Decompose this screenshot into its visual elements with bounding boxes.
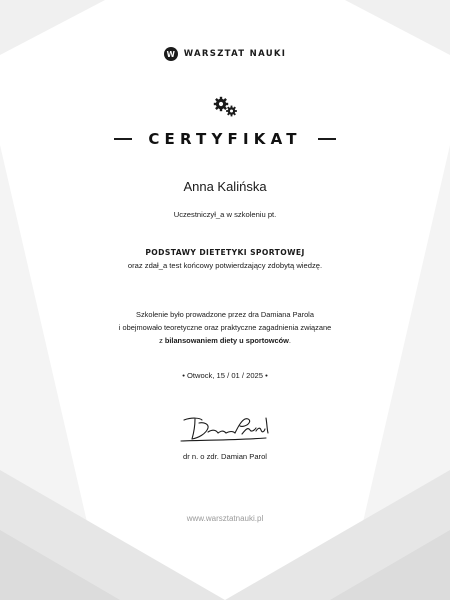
description-line-3-prefix: z [159,336,165,345]
course-description [0,308,450,347]
description-line-3-suffix: . [288,336,291,345]
passed-text: oraz zdał_a test końcowy potwierdzający zdobytą wiedzę. [127,261,323,270]
signer-name: dr n. o zdr. Damian Parol [183,452,267,461]
brand-logo-icon: W [164,47,178,61]
gears-icon [213,96,239,118]
certificate-title-row [0,130,450,148]
signature-image [178,414,273,446]
description-line-1: Szkolenie było prowadzone przez dra Damiana Parola [136,310,314,319]
place-date: • Otwock, 15 / 01 / 2025 • [182,371,268,380]
description-line-3 [0,334,450,347]
recipient-name: Anna Kalińska [183,179,267,194]
title-divider-right [318,138,336,140]
title-divider-left [114,138,132,140]
attended-text: Uczestniczył_a w szkoleniu pt. [173,210,277,219]
description-highlight: bilansowaniem diety u sportowców [164,336,289,345]
course-title: PODSTAWY DIETETYKI SPORTOWEJ [145,248,305,257]
description-line-2: i obejmowało teoretyczne oraz praktyczne zagadnienia związane [118,323,332,332]
brand-header [0,47,450,61]
certificate-title: CERTYFIKAT [148,130,302,148]
website-link[interactable]: www.warsztatnauki.pl [186,514,264,523]
brand-name: WARSZTAT NAUKI [183,49,287,59]
